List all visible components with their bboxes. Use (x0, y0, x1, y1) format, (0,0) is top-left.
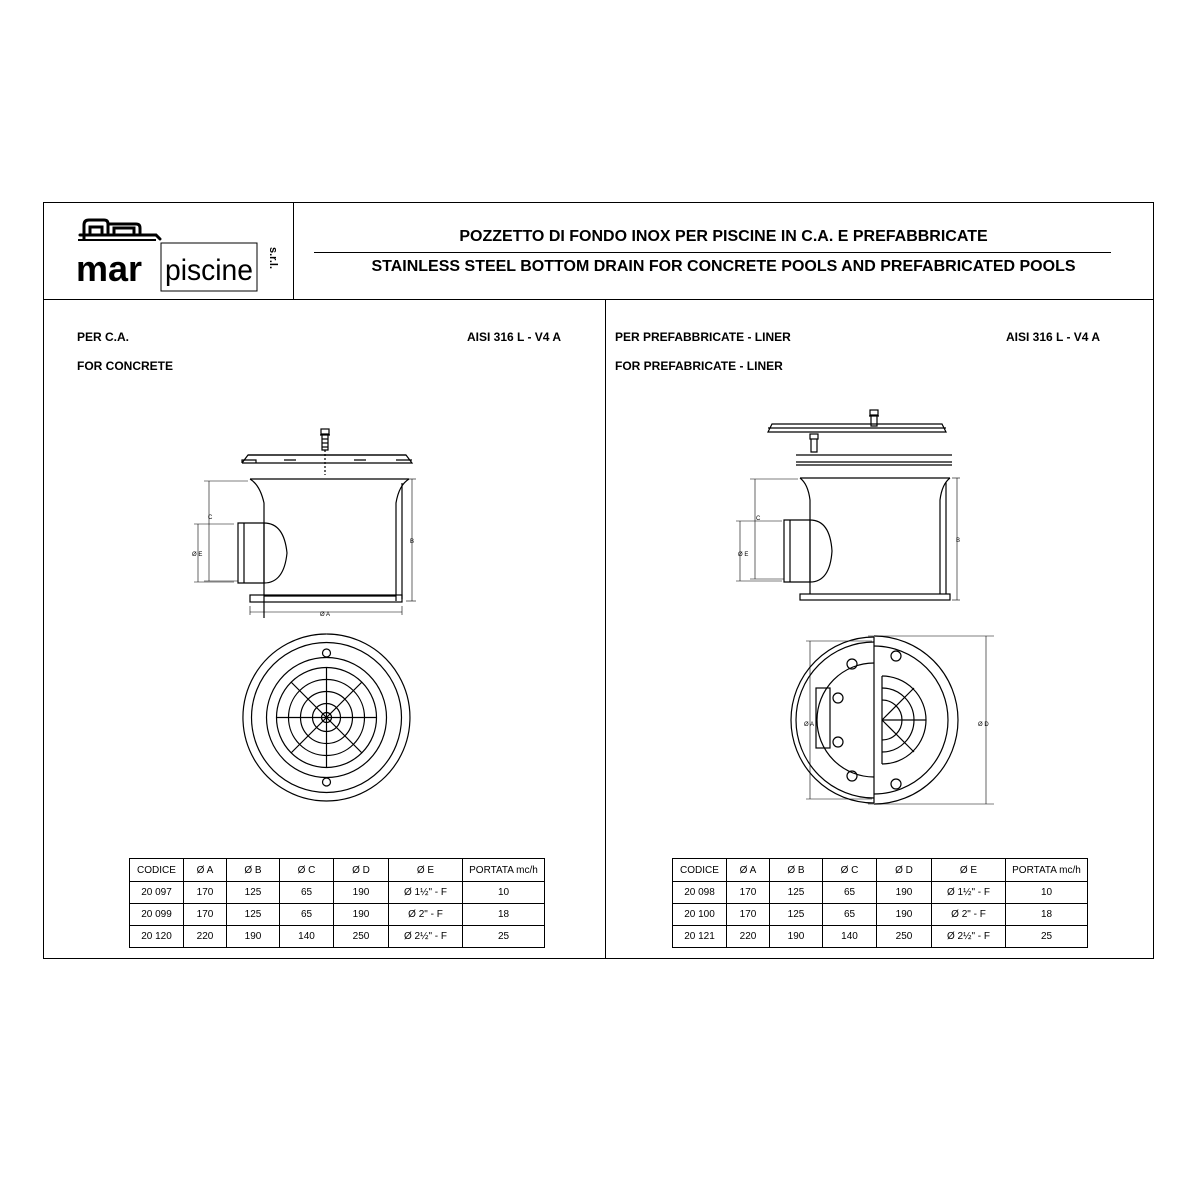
table-cell: Ø 2½" - F (389, 926, 463, 948)
col-header: Ø C (280, 859, 334, 882)
logo-name: piscine (165, 254, 253, 287)
col-header: Ø D (334, 859, 389, 882)
col-header: Ø A (184, 859, 227, 882)
table-row (130, 926, 545, 948)
header (44, 203, 1153, 300)
table-cell: 170 (727, 904, 770, 926)
right-label-italian: PER PREFABBRICATE - LINER (615, 330, 791, 344)
table-cell: 65 (280, 904, 334, 926)
left-dim-a: Ø A (320, 612, 331, 618)
table-row (673, 904, 1088, 926)
table-cell: 250 (877, 926, 932, 948)
table-cell: 10 (1006, 882, 1088, 904)
left-label-italian: PER C.A. (77, 330, 130, 344)
right-spec-table (672, 858, 1088, 948)
table-cell: 25 (463, 926, 545, 948)
table-cell: 190 (334, 904, 389, 926)
table-header-row (673, 859, 1088, 882)
right-dim-a: Ø A (804, 722, 815, 728)
col-header: Ø C (823, 859, 877, 882)
right-dim-e: Ø E (738, 552, 749, 558)
left-material: AISI 316 L - V4 A (467, 330, 562, 344)
col-header: Ø E (932, 859, 1006, 882)
right-dim-c: C (756, 516, 761, 522)
table-cell: 20 097 (130, 882, 184, 904)
right-side-elevation-drawing (724, 408, 964, 608)
right-material: AISI 316 L - V4 A (1006, 330, 1101, 344)
title-block (294, 203, 1153, 300)
table-row (130, 904, 545, 926)
drawing-sheet (43, 202, 1154, 959)
right-label-english: FOR PREFABRICATE - LINER (615, 359, 783, 373)
table-header-row (130, 859, 545, 882)
table-cell: 190 (877, 882, 932, 904)
table-cell: 140 (280, 926, 334, 948)
logo (44, 203, 294, 300)
table-cell: Ø 2" - F (932, 904, 1006, 926)
left-top-view-drawing (239, 630, 414, 805)
table-cell: 250 (334, 926, 389, 948)
left-dim-e: Ø E (192, 552, 203, 558)
right-dim-b: B (956, 538, 961, 544)
right-dim-d: Ø D (978, 722, 989, 728)
title-divider (314, 252, 1111, 253)
table-cell: Ø 1½" - F (389, 882, 463, 904)
table-cell: 65 (280, 882, 334, 904)
table-cell: 65 (823, 904, 877, 926)
left-side-elevation-drawing (184, 423, 424, 618)
table-cell: 190 (227, 926, 280, 948)
panel-divider (605, 300, 606, 958)
col-header: CODICE (673, 859, 727, 882)
table-cell: 125 (770, 882, 823, 904)
col-header: PORTATA mc/h (1006, 859, 1088, 882)
table-cell: 125 (227, 904, 280, 926)
table-cell: Ø 2" - F (389, 904, 463, 926)
col-header: Ø E (389, 859, 463, 882)
table-row (673, 882, 1088, 904)
table-cell: 20 121 (673, 926, 727, 948)
left-dim-b: B (410, 539, 415, 545)
table-cell: 190 (877, 904, 932, 926)
table-cell: 125 (770, 904, 823, 926)
col-header: CODICE (130, 859, 184, 882)
right-top-view-drawing (744, 628, 994, 813)
table-cell: 125 (227, 882, 280, 904)
col-header: Ø A (727, 859, 770, 882)
col-header: Ø B (227, 859, 280, 882)
left-label-english: FOR CONCRETE (77, 359, 173, 373)
table-cell: 170 (727, 882, 770, 904)
table-cell: 18 (1006, 904, 1088, 926)
col-header: PORTATA mc/h (463, 859, 545, 882)
table-row (673, 926, 1088, 948)
table-cell: 190 (770, 926, 823, 948)
logo-suffix: s.r.l. (267, 247, 279, 270)
left-dim-c: C (208, 515, 213, 521)
table-cell: 170 (184, 882, 227, 904)
table-cell: 170 (184, 904, 227, 926)
table-row (130, 882, 545, 904)
table-cell: 220 (184, 926, 227, 948)
table-cell: 65 (823, 882, 877, 904)
table-cell: 20 098 (673, 882, 727, 904)
left-spec-table (129, 858, 545, 948)
logo-mark-icon (44, 203, 293, 299)
table-cell: 20 099 (130, 904, 184, 926)
title-english: STAINLESS STEEL BOTTOM DRAIN FOR CONCRETE POOLS AND PREFABRICATED POOLS (371, 258, 1076, 275)
table-cell: Ø 1½" - F (932, 882, 1006, 904)
table-cell: 140 (823, 926, 877, 948)
table-cell: 25 (1006, 926, 1088, 948)
title-italian: POZZETTO DI FONDO INOX PER PISCINE IN C.A. E PREFABBRICATE (459, 228, 988, 245)
logo-brand: mar (76, 248, 143, 289)
table-cell: 10 (463, 882, 545, 904)
table-cell: 20 100 (673, 904, 727, 926)
table-cell: 18 (463, 904, 545, 926)
table-cell: Ø 2½" - F (932, 926, 1006, 948)
table-cell: 220 (727, 926, 770, 948)
col-header: Ø D (877, 859, 932, 882)
col-header: Ø B (770, 859, 823, 882)
table-cell: 190 (334, 882, 389, 904)
table-cell: 20 120 (130, 926, 184, 948)
